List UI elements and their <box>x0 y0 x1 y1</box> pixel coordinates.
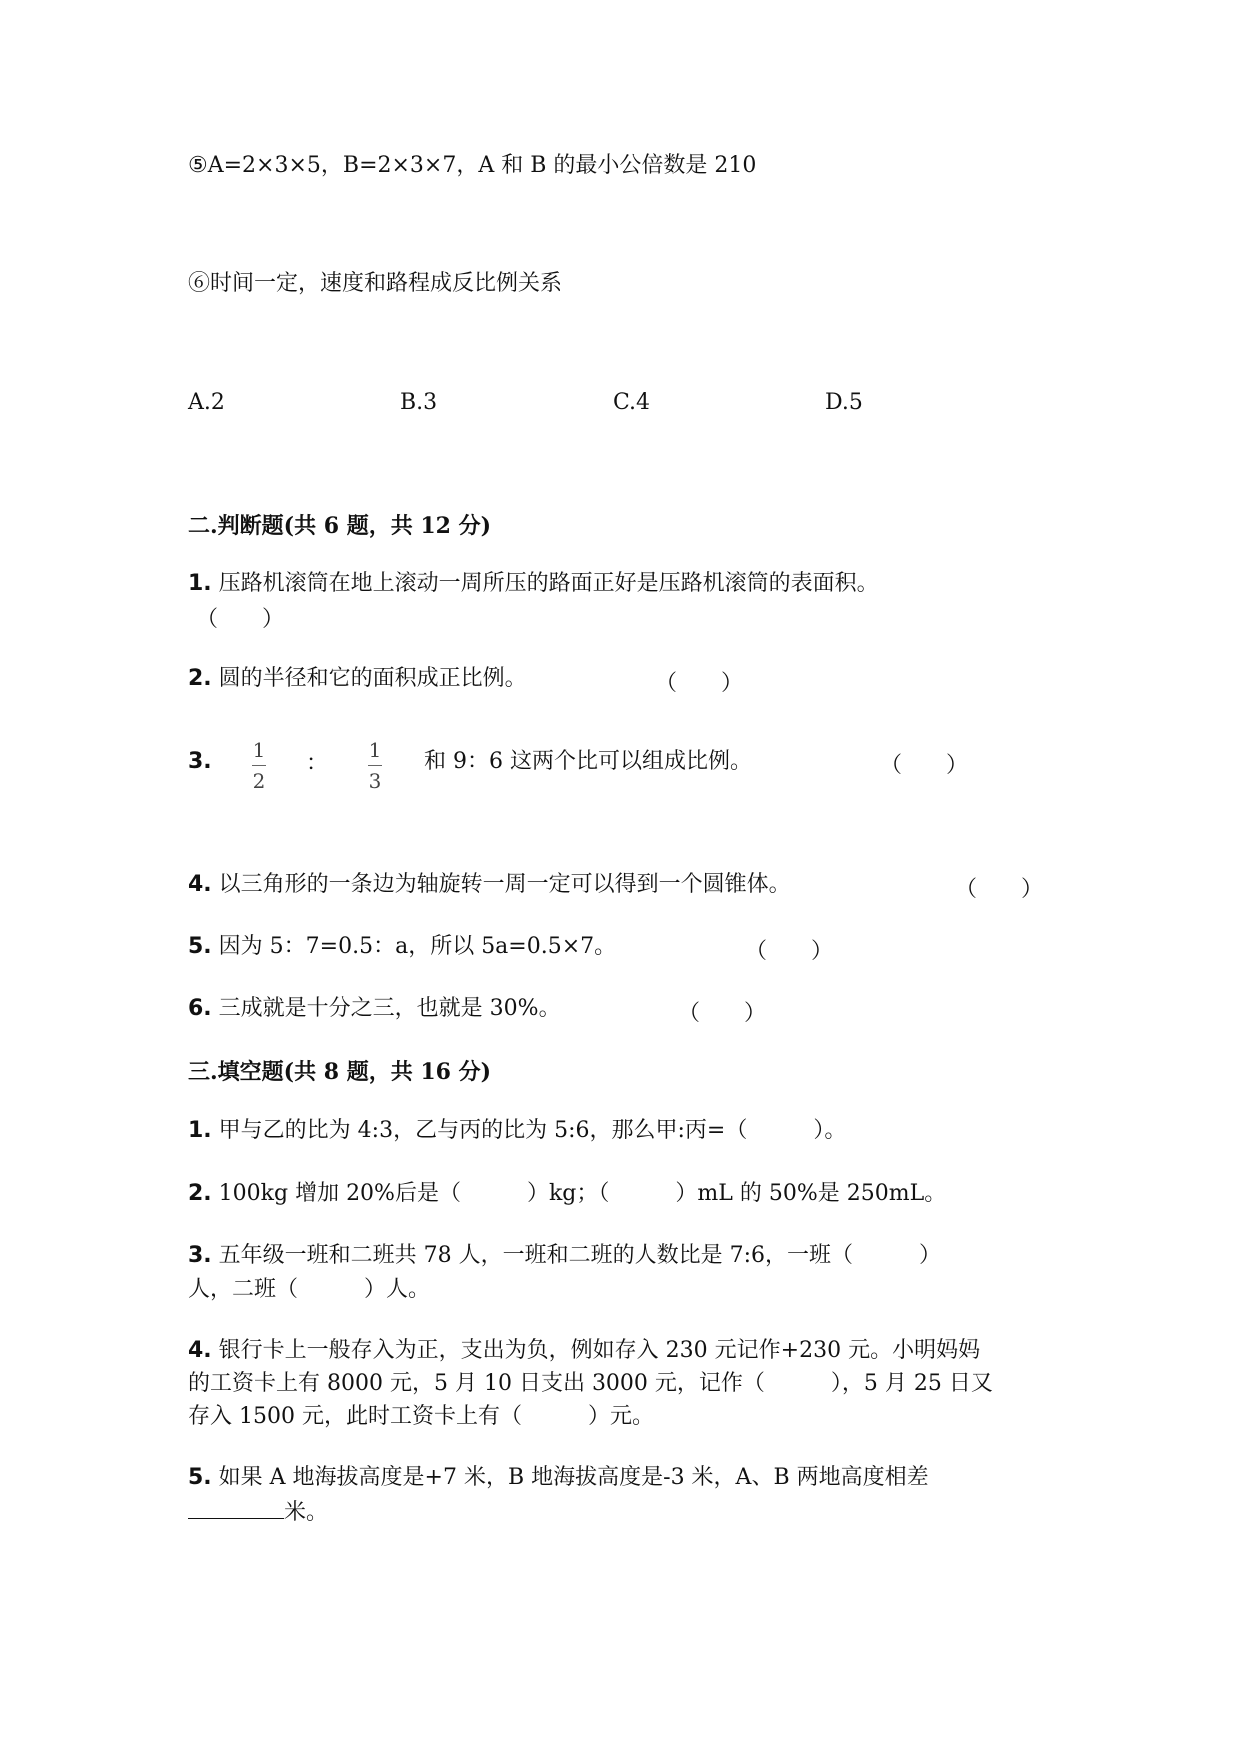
question-text: 100kg 增加 20%后是（ ）kg；（ ）mL 的 50%是 250mL。 <box>218 1181 947 1206</box>
question-number: 5. <box>188 1465 212 1490</box>
question-text-continued: 人，二班（ ）人。 <box>188 1277 431 1302</box>
question-text: 米。 <box>284 1500 329 1525</box>
question-number: 5. <box>188 934 212 959</box>
judge-question-6 <box>188 993 561 1025</box>
question-text-continued: 的工资卡上有 8000 元，5 月 10 日支出 3000 元，记作（ ），5 月 25 日又 <box>188 1371 993 1396</box>
fraction-bar <box>368 765 382 766</box>
answer-parentheses[interactable]: （ ） <box>955 877 1044 902</box>
question-text: 甲与乙的比为 4:3，乙与丙的比为 5:6，那么甲:丙=（ ）。 <box>218 1118 847 1143</box>
fill-question-2 <box>188 1178 946 1210</box>
section-3-heading: 三.填空题(共 8 题，共 16 分) <box>188 1059 492 1085</box>
statement-6: ⑥时间一定，速度和路程成反比例关系 <box>188 271 563 296</box>
judge-question-1 <box>188 568 879 600</box>
question-text: 和 9：6 这两个比可以组成比例。 <box>424 749 752 774</box>
question-text: 如果 A 地海拔高度是+7 米，B 地海拔高度是-3 米，A、B 两地高度相差 <box>218 1465 929 1490</box>
judge-question-2 <box>188 663 527 695</box>
option-c: C.4 <box>613 390 651 415</box>
question-number: 2. <box>188 1181 212 1206</box>
statement-5: ⑤A=2×3×5，B=2×3×7，A 和 B 的最小公倍数是 210 <box>188 153 757 178</box>
option-a: A.2 <box>188 390 225 415</box>
question-number: 4. <box>188 872 212 897</box>
judge-question-4 <box>188 869 791 901</box>
fraction-denominator: 2 <box>252 769 266 793</box>
question-text: 三成就是十分之三，也就是 30%。 <box>218 996 561 1021</box>
section-2-heading: 二.判断题(共 6 题，共 12 分) <box>188 513 492 539</box>
question-text: 因为 5：7=0.5：a，所以 5a=0.5×7。 <box>218 934 617 959</box>
question-number: 1. <box>188 1118 212 1143</box>
question-text: 以三角形的一条边为轴旋转一周一定可以得到一个圆锥体。 <box>218 872 791 897</box>
fraction-bar <box>252 765 266 766</box>
fill-question-4 <box>188 1335 980 1367</box>
fraction-one-third <box>368 738 382 793</box>
fraction-numerator: 1 <box>252 738 266 762</box>
question-text: 银行卡上一般存入为正，支出为负，例如存入 230 元记作+230 元。小明妈妈 <box>218 1338 981 1363</box>
question-number: 3. <box>188 1243 212 1268</box>
judge-question-5 <box>188 931 616 963</box>
fill-question-5-line-2 <box>188 1496 328 1529</box>
fill-question-1 <box>188 1115 846 1147</box>
fraction-denominator: 3 <box>368 769 382 793</box>
question-text: 圆的半径和它的面积成正比例。 <box>218 666 527 691</box>
option-d: D.5 <box>825 390 863 415</box>
question-text: 五年级一班和二班共 78 人，一班和二班的人数比是 7:6，一班（ ） <box>218 1243 942 1268</box>
question-number: 3. <box>188 749 212 774</box>
question-text: 压路机滚筒在地上滚动一周所压的路面正好是压路机滚筒的表面积。 <box>218 571 879 596</box>
fill-question-3 <box>188 1240 941 1272</box>
ratio-colon: ： <box>306 751 329 776</box>
option-b: B.3 <box>400 390 438 415</box>
question-number: 1. <box>188 571 212 596</box>
answer-parentheses[interactable]: （ ） <box>655 671 744 696</box>
fraction-one-half <box>252 738 266 793</box>
answer-parentheses[interactable]: （ ） <box>745 939 834 964</box>
judge-question-3-number <box>188 746 212 778</box>
answer-blank[interactable] <box>188 1496 284 1519</box>
question-text-continued: 存入 1500 元，此时工资卡上有（ ）元。 <box>188 1404 654 1429</box>
question-number: 2. <box>188 666 212 691</box>
fraction-numerator: 1 <box>368 738 382 762</box>
answer-parentheses[interactable]: （ ） <box>678 1001 767 1026</box>
fill-question-5 <box>188 1462 929 1494</box>
answer-parentheses[interactable]: （ ） <box>880 753 969 778</box>
answer-parentheses[interactable]: （ ） <box>196 607 285 632</box>
question-number: 4. <box>188 1338 212 1363</box>
question-number: 6. <box>188 996 212 1021</box>
